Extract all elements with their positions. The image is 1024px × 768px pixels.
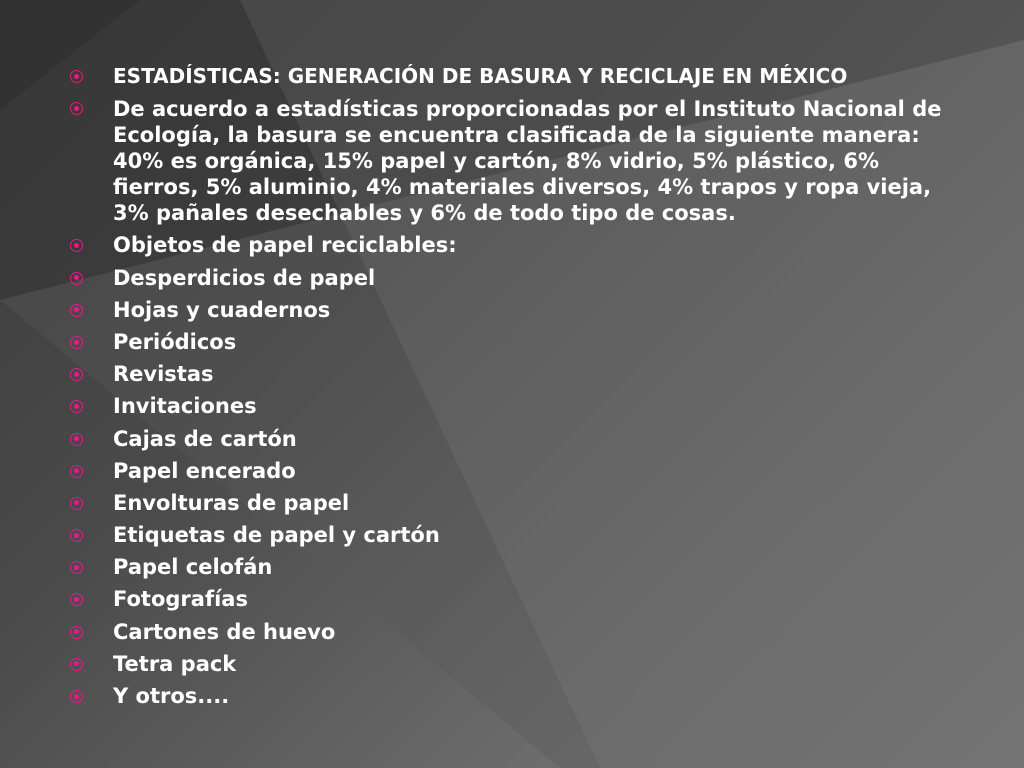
list-item bbox=[70, 298, 970, 323]
bullet-icon bbox=[70, 368, 83, 381]
bullet-text: Hojas y cuadernos bbox=[113, 297, 331, 322]
bullet-text: Objetos de papel reciclables: bbox=[113, 233, 457, 258]
list-item bbox=[70, 652, 970, 677]
bullet-icon bbox=[70, 433, 83, 446]
bullet-text: Etiquetas de papel y cartón bbox=[113, 523, 440, 548]
bullet-icon bbox=[70, 690, 83, 703]
list-item bbox=[70, 266, 970, 291]
bullet-text: Fotografías bbox=[113, 587, 248, 612]
list-item bbox=[70, 64, 970, 89]
bullet-text: Papel encerado bbox=[113, 458, 296, 483]
bullet-text: Invitaciones bbox=[113, 394, 257, 419]
bullet-icon bbox=[70, 465, 83, 478]
bullet-text: Papel celofán bbox=[113, 555, 273, 580]
bullet-icon bbox=[70, 529, 83, 542]
list-item bbox=[70, 555, 970, 580]
list-item bbox=[70, 362, 970, 387]
bullet-text: Envolturas de papel bbox=[113, 490, 350, 515]
slide-content bbox=[70, 64, 970, 716]
bullet-list bbox=[70, 64, 970, 709]
bullet-text: Cajas de cartón bbox=[113, 426, 297, 451]
bullet-text: ESTADÍSTICAS: GENERACIÓN DE BASURA Y RECICLAJE EN MÉXICO bbox=[113, 64, 848, 88]
bullet-text: De acuerdo a estadísticas proporcionadas por el Instituto Nacional de Ecología, la basura se encuentra clasificada de la siguiente manera: 40% es orgánica, 15% papel y cartón, 8% vidrio, 5% plástico, 6% fierros, 5% aluminio, 4% materiales diversos, 4% trapos y ropa vieja, 3% pañales desechables y 6% de todo tipo de cosas. bbox=[113, 97, 942, 226]
list-item bbox=[70, 459, 970, 484]
bullet-icon bbox=[70, 304, 83, 317]
bullet-text: Periódicos bbox=[113, 329, 237, 354]
bullet-icon bbox=[70, 272, 83, 285]
bullet-icon bbox=[70, 70, 83, 83]
list-item bbox=[70, 394, 970, 419]
bullet-text: Y otros.... bbox=[113, 684, 230, 708]
list-item bbox=[70, 684, 970, 709]
bullet-icon bbox=[70, 336, 83, 349]
bullet-icon bbox=[70, 102, 83, 115]
list-item bbox=[70, 620, 970, 645]
list-item bbox=[70, 233, 970, 258]
list-item bbox=[70, 330, 970, 355]
bullet-icon bbox=[70, 497, 83, 510]
list-item bbox=[70, 523, 970, 548]
bullet-text: Desperdicios de papel bbox=[113, 265, 376, 290]
bullet-icon bbox=[70, 400, 83, 413]
bullet-icon bbox=[70, 239, 83, 252]
bullet-icon bbox=[70, 658, 83, 671]
bullet-icon bbox=[70, 593, 83, 606]
bullet-text: Cartones de huevo bbox=[113, 619, 336, 644]
bullet-text: Tetra pack bbox=[113, 651, 237, 676]
bullet-icon bbox=[70, 561, 83, 574]
list-item bbox=[70, 491, 970, 516]
list-item bbox=[70, 427, 970, 452]
bullet-icon bbox=[70, 626, 83, 639]
bullet-text: Revistas bbox=[113, 362, 214, 387]
list-item bbox=[70, 587, 970, 612]
list-item bbox=[70, 96, 970, 226]
